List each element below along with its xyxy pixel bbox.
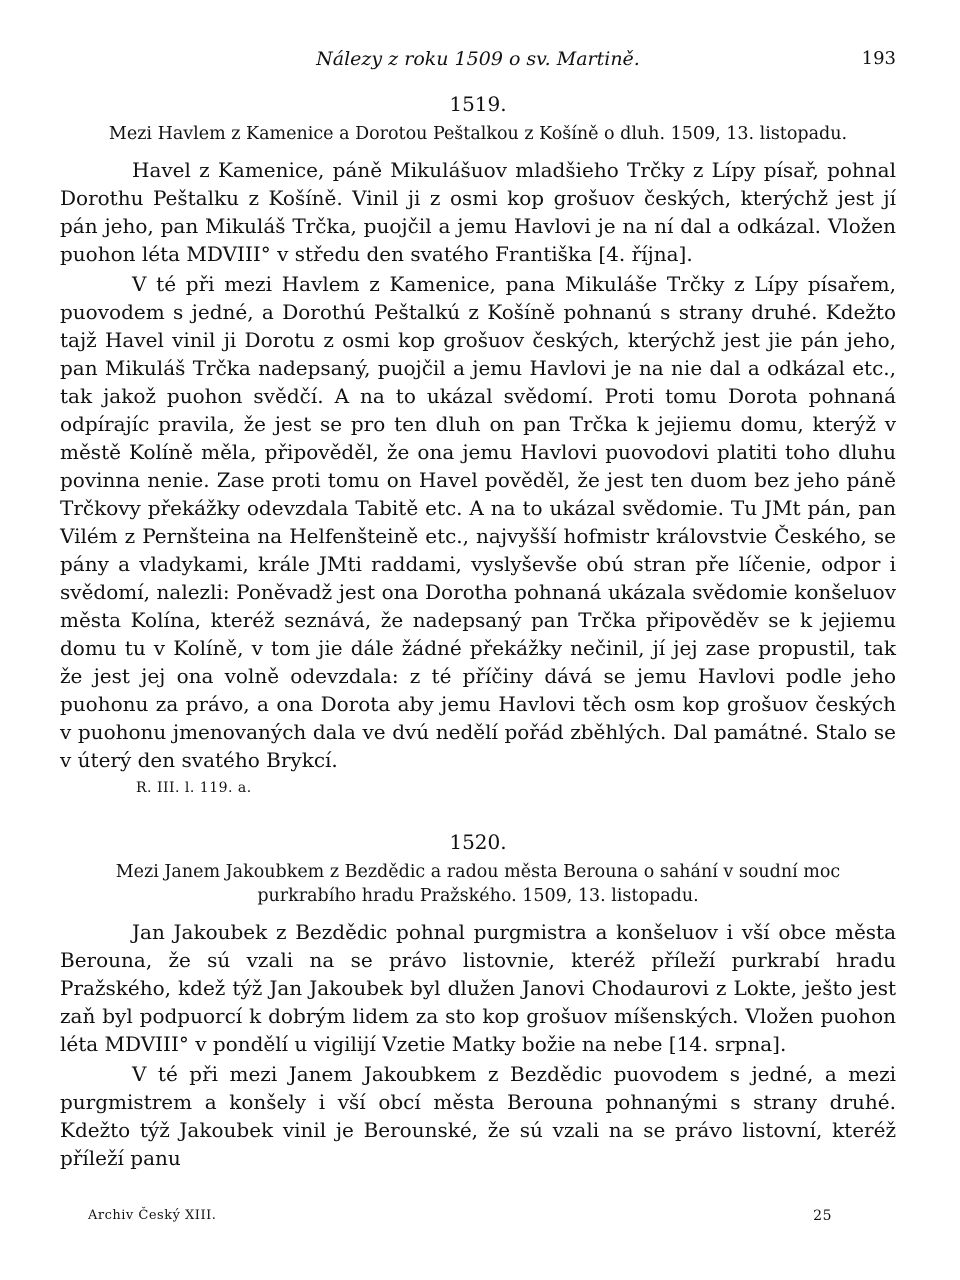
source-reference: R. III. l. 119. a. (136, 780, 252, 796)
page-footer (88, 1208, 832, 1223)
page-number: 193 (861, 48, 896, 69)
entry-number: 1519. (449, 92, 507, 116)
entry-paragraph: Jan Jakoubek z Bezdědic pohnal purgmistra a konšeluov i vší obce města Berouna, že sú vzali na se právo listovnie, kteréž příleží purkrabí hradu Pražského, kdež týž Jan Jakoubek byl dlužen Janovi Chodaurovi z Lokte, ješto jest zaň byl podpuorcí k dobrým lidem za sto kop grošuov míšenských. Vložen puohon léta MDVIII° v pondělí u vigilijí Vzetie Matky božie na nebe [14. srpna]. (60, 920, 896, 1056)
document-entry (60, 830, 896, 1172)
running-title: Nálezy z roku 1509 o sv. Martině. (316, 48, 640, 70)
entry-number: 1520. (449, 830, 507, 854)
signature-mark: 25 (813, 1208, 832, 1224)
footer-publication: Archiv Český XIII. (88, 1208, 217, 1223)
document-entry (60, 92, 896, 796)
page (60, 40, 896, 1172)
entry-summary: Mezi Havlem z Kamenice a Dorotou Peštalkou z Košíně o dluh. 1509, 13. listopadu. (108, 124, 848, 144)
entry-paragraph: V té při mezi Janem Jakoubkem z Bezdědic puovodem s jedné, a mezi purgmistrem a konšely i vší obcí města Berouna pohnanými s strany druhé. Kdežto týž Jakoubek vinil je Berounské, že sú vzali na se právo listovní, kteréž příleží panu (60, 1062, 896, 1170)
entry-paragraph: Havel z Kamenice, páně Mikulášuov mladšieho Trčky z Lípy písař, pohnal Dorothu Peštalku z Košíně. Vinil ji z osmi kop grošuov českých, kterýchž jest jí pán jeho, pan Mikuláš Trčka, puojčil a jemu Havlovi je na ní dal a odkázal. Vložen puohon léta MDVIII° v středu den svatého Františka [4. října]. (60, 158, 896, 266)
entry-summary: Mezi Janem Jakoubkem z Bezdědic a radou města Berouna o sahání v soudní moc purkrabího hradu Pražského. 1509, 13. listopadu. (115, 862, 841, 906)
running-header (60, 40, 896, 80)
entry-paragraph: V té při mezi Havlem z Kamenice, pana Mikuláše Trčky z Lípy písařem, puovodem s jedné, a Dorothú Peštalkú z Košíně pohnanú s strany druhé. Kdežto tajž Havel vinil ji Dorotu z osmi kop grošuov českých, kterýchž jest jie pán jeho, pan Mikuláš Trčka nadepsaný, puojčil a jemu Havlovi je na nie dal a odkázal etc., tak jakož puohon svědčí. A na to ukázal svědomí. Proti tomu Dorota pohnaná odpírajíc pravila, že jest se pro ten dluh on pan Trčka k jejiemu domu, kterýž v městě Kolíně měla, připověděl, že ona jemu Havlovi puovodovi platiti toho dluhu povinna nenie. Zase proti tomu on Havel pověděl, že jest ten duom bez jeho páně Trčkovy překážky odevzdala Tabitě etc. A na to ukázal svědomie. Tu JMt pán, pan Vilém z Pernšteina na Helfenšteině etc., najvyšší hofmistr královstvie Českého, se pány a vladykami, krále JMti raddami, vyslyševše obú stran pře líčenie, odpor i svědomí, nalezli: Poněvadž jest ona Dorotha pohnaná ukázala svědomie konšeluov města Kolína, kteréž seznává, že nadepsaný pan Trčka připověděv se k jejiemu domu tu v Kolíně, v tom jie dále žádné překážky nečinil, jí jej zase propustil, tak že jest jej ona volně odevzdala: z té příčiny dává se jemu Havlovi podle jeho puohonu za právo, a ona Dorota aby jemu Havlovi těch osm kop grošuov českých v puohonu jmenovaných dala ve dvú nedělí pořád zběhlých. Dal památné. Stalo se v úterý den svatého Brykcí. (60, 272, 896, 772)
